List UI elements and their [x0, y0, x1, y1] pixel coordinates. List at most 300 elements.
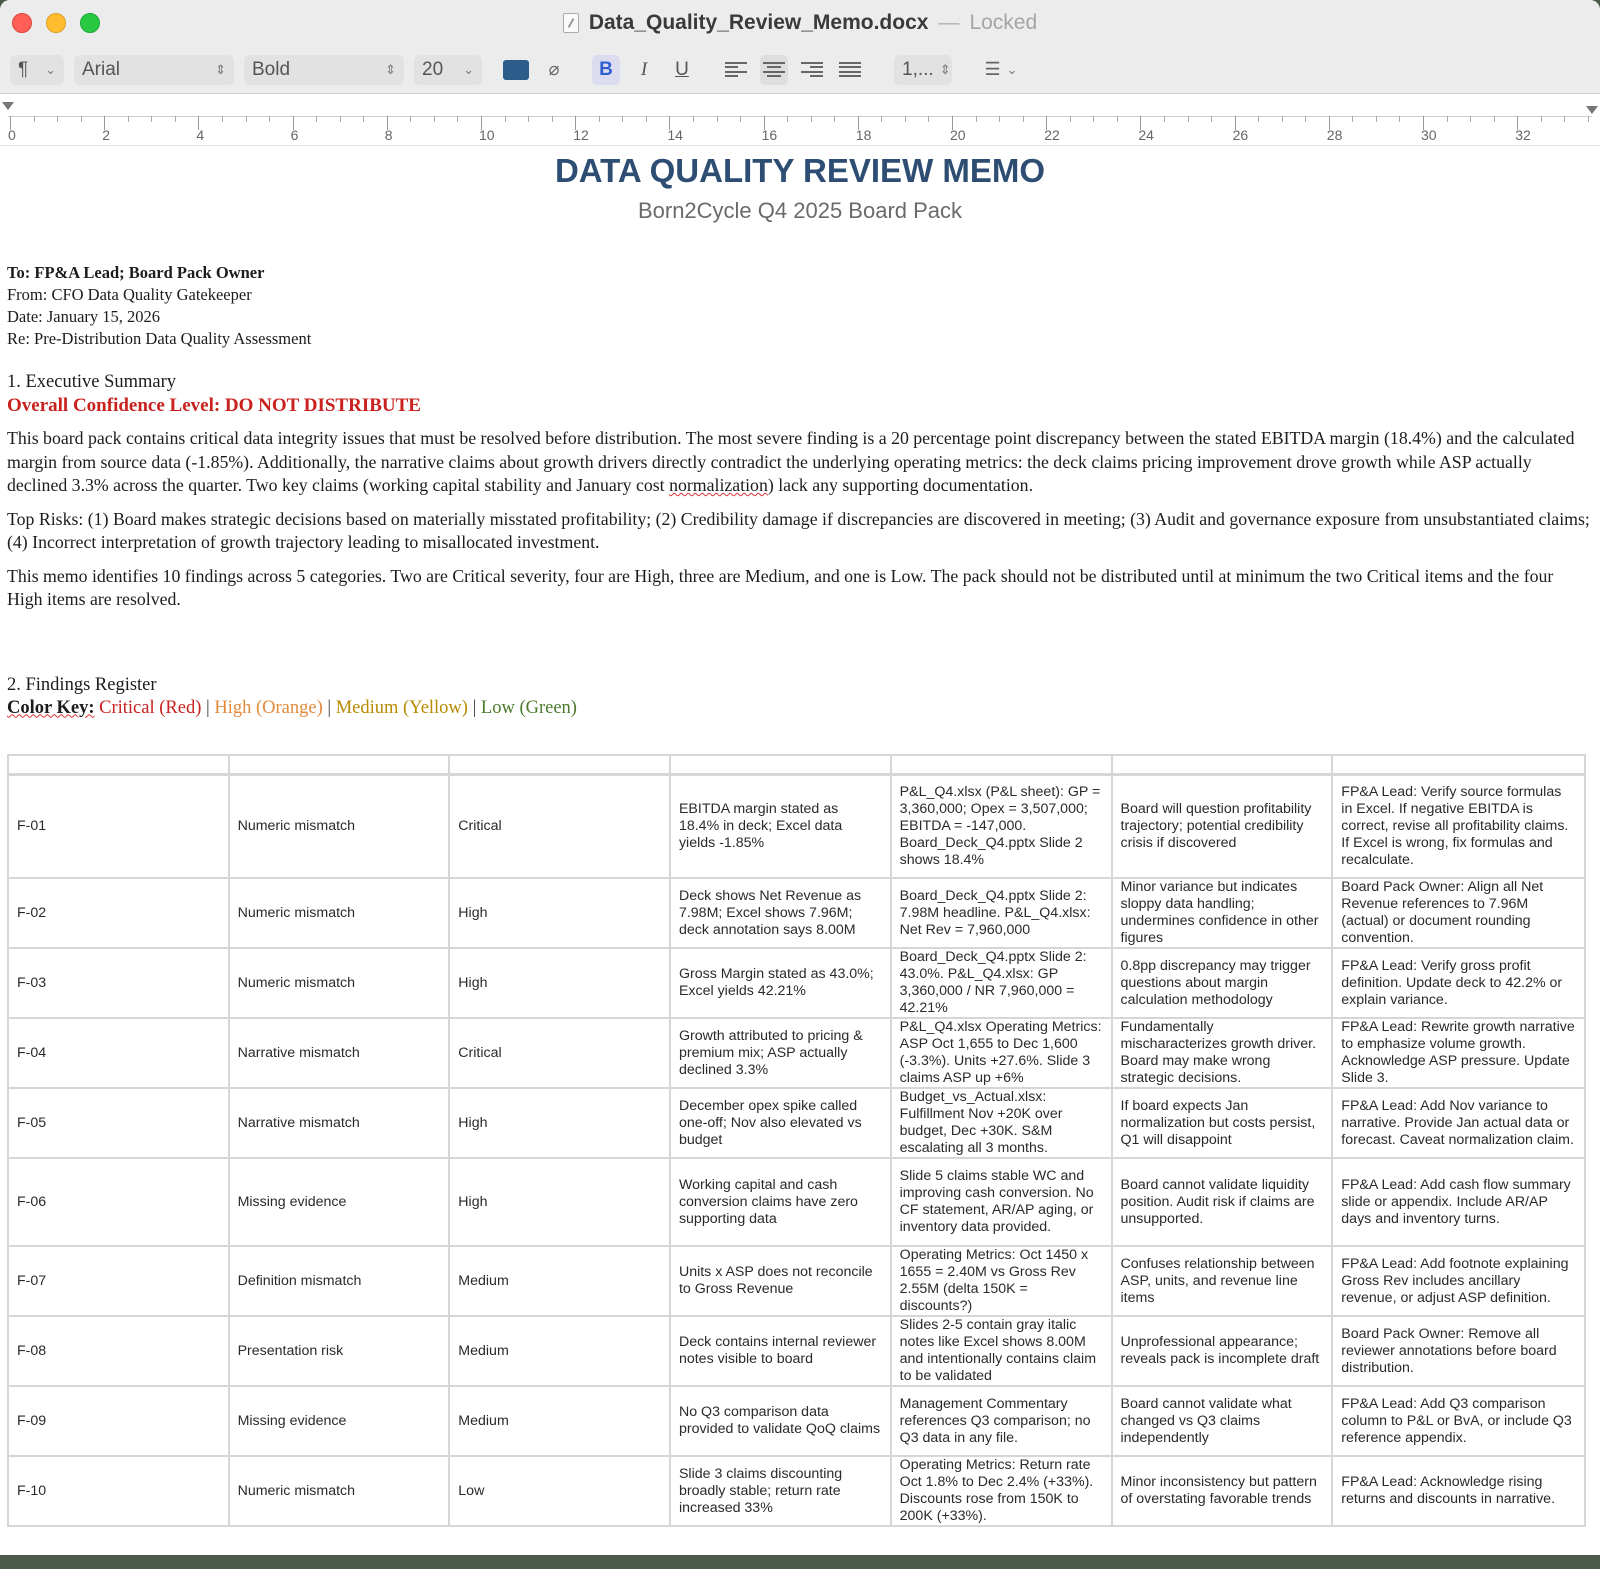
- cell-text: Deck contains internal reviewer notes visible to board: [678, 1334, 877, 1367]
- cell-text: Growth attributed to pricing & premium mix; ASP actually declined 3.3%: [678, 1027, 863, 1078]
- evidence-cell[interactable]: [891, 948, 1112, 1018]
- cell-text: F-07: [17, 1272, 47, 1289]
- ruler-minor-tick: [340, 116, 341, 122]
- cell-text: EBITDA margin stated as 18.4% in deck; Excel data yields -1.85%: [678, 800, 843, 851]
- close-button[interactable]: [12, 13, 32, 33]
- cell-text: F-04: [17, 1044, 47, 1061]
- window-controls: [12, 13, 100, 33]
- memo-title[interactable]: DATA QUALITY REVIEW MEMO: [554, 152, 1046, 189]
- finding-id-cell[interactable]: [8, 1018, 229, 1088]
- category-cell[interactable]: [229, 1316, 450, 1386]
- title-separator: —: [938, 11, 960, 34]
- stepper-icon: ⇕: [385, 61, 396, 77]
- impact-cell[interactable]: [1112, 1386, 1333, 1456]
- impact-cell[interactable]: [1112, 1018, 1333, 1088]
- minimize-button[interactable]: [46, 13, 66, 33]
- finding-id-cell[interactable]: [8, 1158, 229, 1246]
- ruler-number: 4: [196, 127, 205, 143]
- finding-id-cell[interactable]: [8, 1246, 229, 1316]
- cell-text: FP&A Lead: Verify source formulas in Excel. If negative EBITDA is correct, revise all profitability claims. If Excel is wrong, fix formulas and recalculate.: [1341, 783, 1569, 868]
- findings-register-heading[interactable]: 2. Findings Register: [7, 674, 157, 695]
- ruler-number: 26: [1232, 127, 1249, 143]
- table-header-cell[interactable]: [229, 755, 450, 774]
- category-cell[interactable]: [229, 1456, 450, 1526]
- ruler-minor-tick: [410, 116, 411, 122]
- cell-text: FP&A Lead: Verify gross profit definition. Update deck to 42.2% or explain variance.: [1341, 957, 1563, 1008]
- action-cell[interactable]: [1332, 774, 1585, 878]
- paragraph-style-select[interactable]: [10, 55, 64, 85]
- table-header-cell[interactable]: [891, 755, 1112, 774]
- cell-text: High: [458, 904, 488, 921]
- cell-text: Narrative mismatch: [237, 1114, 360, 1131]
- cell-text: Board Pack Owner: Remove all reviewer annotations before board distribution.: [1341, 1325, 1557, 1376]
- cell-text: Board will question profitability trajectory; potential credibility crisis if discovered: [1120, 800, 1312, 851]
- stepper-icon: ⇕: [215, 61, 226, 77]
- severity-cell[interactable]: [449, 1246, 670, 1316]
- ruler-minor-tick: [599, 116, 600, 122]
- cell-text: Slide 5 claims stable WC and improving cash conversion. No CF statement, AR/AP aging, or inventory data provided.: [899, 1168, 1094, 1235]
- cell-text: Board_Deck_Q4.pptx Slide 2: 43.0%. P&L_Q4.xlsx: GP 3,360,000 / NR 7,960,000 = 42.21%: [899, 949, 1087, 1016]
- impact-cell[interactable]: [1112, 878, 1333, 948]
- ruler-minor-tick: [1305, 116, 1306, 122]
- action-cell[interactable]: [1332, 878, 1585, 948]
- impact-cell[interactable]: [1112, 1088, 1333, 1158]
- ruler-minor-tick: [34, 116, 35, 122]
- category-cell[interactable]: [229, 1018, 450, 1088]
- cell-text: FP&A Lead: Acknowledge rising returns and discounts in narrative.: [1341, 1474, 1556, 1507]
- desktop-background: [0, 1555, 1600, 1569]
- color-key-label: Color Key:: [7, 697, 95, 718]
- align-right-icon: [801, 62, 823, 78]
- ruler-minor-tick: [1541, 116, 1542, 122]
- ruler-minor-tick: [246, 116, 247, 122]
- table-header-cell[interactable]: [670, 755, 891, 774]
- pilcrow-icon: ¶: [18, 58, 29, 80]
- evidence-cell[interactable]: [891, 878, 1112, 948]
- key-separator: |: [206, 697, 210, 718]
- ruler-minor-tick: [269, 116, 270, 122]
- severity-cell[interactable]: [449, 1088, 670, 1158]
- table-header-cell[interactable]: [1332, 755, 1585, 774]
- impact-cell[interactable]: [1112, 774, 1333, 878]
- action-cell[interactable]: [1332, 1088, 1585, 1158]
- cell-text: If board expects Jan normalization but costs persist, Q1 will disappoint: [1120, 1097, 1316, 1148]
- memo-from[interactable]: From: CFO Data Quality Gatekeeper: [7, 285, 252, 304]
- right-indent-marker[interactable]: [1586, 106, 1598, 114]
- category-cell[interactable]: [229, 1158, 450, 1246]
- ruler-minor-tick: [1470, 116, 1471, 122]
- impact-cell[interactable]: [1112, 1246, 1333, 1316]
- finding-id-cell[interactable]: [8, 1316, 229, 1386]
- ruler-minor-tick: [834, 116, 835, 122]
- text-color-swatch: [503, 60, 529, 80]
- cell-text: Budget_vs_Actual.xlsx: Fulfillment Nov +20K over budget, Dec +30K. S&M escalating all 3 months.: [899, 1089, 1063, 1156]
- cell-text: Operating Metrics: Oct 1450 x 1655 = 2.40M vs Gross Rev 2.55M (delta 150K = discounts?): [899, 1247, 1089, 1314]
- ruler-number: 22: [1044, 127, 1060, 143]
- cell-text: Medium: [458, 1342, 509, 1359]
- ruler-minor-tick: [222, 116, 223, 122]
- impact-cell[interactable]: [1112, 1316, 1333, 1386]
- issue-cell[interactable]: [670, 1316, 891, 1386]
- table-header-row: [8, 755, 1585, 774]
- cell-text: High: [458, 974, 488, 991]
- font-weight-value: Bold: [252, 58, 291, 80]
- summary-text-a: This board pack contains critical data integrity issues that must be resolved before distribution. The most severe finding is a 20 percentage point discrepancy between the stated EBITDA margin (18.4%) and the calculated margin from source data (-1.85%). Additionally, the narrative claims about growth drivers directly contradict the underlying operating metrics: the deck claims pricing improvement drove growth while ASP actually declined 3.3% across the quarter. Two key claims (working capital stability and January cost: [7, 428, 1575, 495]
- cell-text: Minor variance but indicates sloppy data handling; undermines confidence in other figures: [1120, 879, 1319, 946]
- cell-text: FP&A Lead: Add Q3 comparison column to P&L or BvA, or include Q3 reference appendix.: [1341, 1395, 1572, 1446]
- line-spacing-value: 1,...: [902, 58, 934, 80]
- category-cell[interactable]: [229, 1386, 450, 1456]
- align-left-button[interactable]: [722, 55, 750, 85]
- filename[interactable]: Data_Quality_Review_Memo.docx: [588, 11, 929, 34]
- impact-cell[interactable]: [1112, 1158, 1333, 1246]
- no-highlight-icon: ⌀: [548, 59, 560, 79]
- cell-text: Board cannot validate what changed vs Q3 claims independently: [1120, 1395, 1292, 1446]
- issue-cell[interactable]: [670, 774, 891, 878]
- cell-text: F-10: [17, 1482, 47, 1499]
- cell-text: F-08: [17, 1342, 47, 1359]
- ruler-minor-tick: [1564, 116, 1565, 122]
- ruler-number: 18: [855, 127, 872, 143]
- issue-cell[interactable]: [670, 1018, 891, 1088]
- ruler-minor-tick: [1399, 116, 1400, 122]
- issue-cell[interactable]: [670, 1456, 891, 1526]
- key-high: High (Orange): [214, 697, 323, 718]
- cell-text: Numeric mismatch: [237, 904, 356, 921]
- memo-to[interactable]: To: FP&A Lead; Board Pack Owner: [7, 263, 265, 282]
- justify-icon: [839, 62, 861, 78]
- cell-text: December opex spike called one-off; Nov also elevated vs budget: [678, 1097, 862, 1148]
- ruler-minor-tick: [81, 116, 82, 122]
- ruler-minor-tick: [787, 116, 788, 122]
- ruler-number: 20: [950, 127, 966, 143]
- evidence-cell[interactable]: [891, 774, 1112, 878]
- cell-text: Slides 2-5 contain gray italic notes like Excel shows 8.00M and intentionally contains claim to be validated: [899, 1317, 1097, 1384]
- justify-button[interactable]: [836, 55, 864, 85]
- cell-text: Missing evidence: [237, 1412, 347, 1429]
- cell-text: Gross Margin stated as 43.0%; Excel yields 42.21%: [678, 966, 874, 999]
- ruler-minor-tick: [1352, 116, 1353, 122]
- top-risks-paragraph[interactable]: Top Risks: (1) Board makes strategic decisions based on materially misstated profitability; (2) Credibility damage if discrepancies are discovered in meeting; (3) Audit and governance exposure from unsubstantiated claims; (4) Incorrect interpretation of growth trajectory leading to misallocated investment.: [7, 508, 1590, 552]
- ruler-minor-tick: [976, 116, 977, 122]
- key-separator: |: [472, 697, 477, 718]
- cell-text: Minor inconsistency but pattern of overstating favorable trends: [1120, 1474, 1317, 1507]
- memo-re[interactable]: Re: Pre-Distribution Data Quality Assessment: [7, 329, 312, 348]
- font-family-value: Arial: [82, 58, 121, 80]
- finding-id-cell[interactable]: [8, 948, 229, 1018]
- cell-text: High: [458, 1114, 488, 1131]
- bulleted-list-icon: ☰: [984, 59, 1001, 79]
- ruler-minor-tick: [881, 116, 882, 122]
- cell-text: Units x ASP does not reconcile to Gross Revenue: [678, 1264, 873, 1297]
- table-row: [8, 1456, 1585, 1526]
- action-cell[interactable]: [1332, 1246, 1585, 1316]
- document-icon: [563, 13, 579, 33]
- cell-text: Medium: [458, 1272, 509, 1289]
- ruler-minor-tick: [1070, 116, 1071, 122]
- issue-cell[interactable]: [670, 1386, 891, 1456]
- chevron-down-icon: ⌄: [45, 61, 56, 77]
- table-row: [8, 774, 1585, 878]
- cell-text: Board cannot validate liquidity position. Audit risk if claims are unsupported.: [1120, 1176, 1315, 1227]
- ruler-number: 14: [667, 127, 683, 143]
- cell-text: F-05: [17, 1114, 47, 1131]
- cell-text: Fundamentally mischaracterizes growth driver. Board may make wrong strategic decisions.: [1120, 1019, 1317, 1086]
- table-row: [8, 1158, 1585, 1246]
- table-row: [8, 948, 1585, 1018]
- severity-cell[interactable]: [449, 878, 670, 948]
- memo-header: [7, 262, 1593, 350]
- window-title: [563, 11, 1037, 35]
- ruler-number: 24: [1138, 127, 1154, 143]
- severity-cell[interactable]: [449, 774, 670, 878]
- ruler-number: 30: [1421, 127, 1437, 143]
- locked-status[interactable]: Locked: [969, 11, 1038, 34]
- cell-text: Confuses relationship between ASP, units, and revenue line items: [1120, 1255, 1315, 1306]
- ruler-minor-tick: [1164, 116, 1165, 122]
- cell-text: Numeric mismatch: [237, 1482, 356, 1499]
- document-page[interactable]: [0, 146, 1600, 1524]
- ruler-minor-tick: [363, 116, 364, 122]
- evidence-cell[interactable]: [891, 1088, 1112, 1158]
- ruler-number: 10: [479, 127, 495, 143]
- cell-text: Medium: [458, 1412, 509, 1429]
- ruler-minor-tick: [928, 116, 929, 122]
- finding-id-cell[interactable]: [8, 1456, 229, 1526]
- format-toolbar: [0, 46, 1600, 94]
- action-cell[interactable]: [1332, 1316, 1585, 1386]
- evidence-cell[interactable]: [891, 1246, 1112, 1316]
- ruler-minor-tick: [740, 116, 741, 122]
- evidence-cell[interactable]: [891, 1018, 1112, 1088]
- ruler-minor-tick: [505, 116, 506, 122]
- cell-text: Presentation risk: [237, 1342, 344, 1359]
- finding-id-cell[interactable]: [8, 1088, 229, 1158]
- cell-text: Working capital and cash conversion claims have zero supporting data: [678, 1176, 858, 1227]
- confidence-level[interactable]: Overall Confidence Level: DO NOT DISTRIBUTE: [7, 395, 421, 416]
- severity-cell[interactable]: [449, 1316, 670, 1386]
- left-indent-marker[interactable]: [2, 102, 14, 110]
- summary-text-b: ) lack any supporting documentation.: [767, 475, 1034, 495]
- severity-cell[interactable]: [449, 1386, 670, 1456]
- cell-text: F-06: [17, 1193, 47, 1210]
- stepper-icon: ⇕: [939, 61, 951, 77]
- table-header-cell[interactable]: [449, 755, 670, 774]
- cell-text: P&L_Q4.xlsx (P&L sheet): GP = 3,360,000; Opex = 3,507,000; EBITDA = -147,000. Board_Deck_Q4.pptx Slide 2 shows 18.4%: [899, 783, 1101, 868]
- cell-text: Numeric mismatch: [237, 817, 356, 834]
- ruler-minor-tick: [999, 116, 1000, 122]
- ruler-minor-tick: [1282, 116, 1283, 122]
- ruler-minor-tick: [1211, 116, 1212, 122]
- ruler-number: 12: [573, 127, 589, 143]
- ruler[interactable]: [0, 94, 1600, 146]
- table-header-cell[interactable]: [1112, 755, 1333, 774]
- cell-text: Definition mismatch: [237, 1272, 362, 1289]
- cell-text: Missing evidence: [237, 1193, 347, 1210]
- action-cell[interactable]: [1332, 948, 1585, 1018]
- ruler-minor-tick: [528, 116, 529, 122]
- cell-text: Slide 3 claims discounting broadly stable; return rate increased 33%: [678, 1465, 843, 1516]
- chevron-down-icon: ⌄: [1006, 61, 1018, 77]
- cell-text: FP&A Lead: Add cash flow summary slide or appendix. Include AR/AP days and inventory turns.: [1341, 1176, 1571, 1227]
- spellcheck-word[interactable]: normalization: [669, 475, 768, 495]
- issue-cell[interactable]: [670, 948, 891, 1018]
- ruler-minor-tick: [1258, 116, 1259, 122]
- title-bar: [0, 0, 1600, 46]
- table-row: [8, 1018, 1585, 1088]
- font-family-select[interactable]: [74, 55, 234, 85]
- list-style-button[interactable]: [976, 55, 1026, 85]
- memo-subtitle[interactable]: Born2Cycle Q4 2025 Board Pack: [637, 198, 963, 223]
- key-separator: |: [327, 697, 332, 718]
- cell-text: High: [458, 1193, 488, 1210]
- executive-summary-heading[interactable]: 1. Executive Summary: [7, 372, 177, 392]
- ruler-minor-tick: [717, 116, 718, 122]
- table-header-cell[interactable]: [8, 755, 229, 774]
- ruler-minor-tick: [646, 116, 647, 122]
- category-cell[interactable]: [229, 1246, 450, 1316]
- table-row: [8, 1386, 1585, 1456]
- ruler-minor-tick: [693, 116, 694, 122]
- ruler-minor-tick: [905, 116, 906, 122]
- cell-text: FP&A Lead: Rewrite growth narrative to emphasize volume growth. Acknowledge ASP pressure. Update Slide 3.: [1341, 1019, 1575, 1086]
- cell-text: P&L_Q4.xlsx Operating Metrics: ASP Oct 1,655 to Dec 1,600 (-3.3%). Units +27.6%. Slide 3 claims ASP up +6%: [899, 1019, 1102, 1086]
- cell-text: FP&A Lead: Add footnote explaining Gross Rev includes ancillary revenue, or adjust ASP definition.: [1341, 1255, 1569, 1306]
- cell-text: Deck shows Net Revenue as 7.98M; Excel shows 7.96M; deck annotation says 8.00M: [678, 887, 862, 938]
- ruler-minor-tick: [1188, 116, 1189, 122]
- summary-paragraph[interactable]: [7, 427, 1593, 498]
- cell-text: Board_Deck_Q4.pptx Slide 2: 7.98M headline. P&L_Q4.xlsx: Net Rev = 7,960,000: [899, 887, 1091, 938]
- cell-text: Management Commentary references Q3 comparison; no Q3 data in any file.: [899, 1395, 1091, 1446]
- ruler-minor-tick: [151, 116, 152, 122]
- ruler-minor-tick: [1117, 116, 1118, 122]
- cell-text: Numeric mismatch: [237, 974, 356, 991]
- underline-button[interactable]: U: [675, 58, 689, 80]
- table-row: [8, 878, 1585, 948]
- ruler-number: 32: [1515, 127, 1531, 143]
- evidence-cell[interactable]: [891, 1456, 1112, 1526]
- finding-id-cell[interactable]: [8, 1386, 229, 1456]
- cell-text: F-09: [17, 1412, 47, 1429]
- severity-cell[interactable]: [449, 1018, 670, 1088]
- cell-text: 0.8pp discrepancy may trigger questions about margin calculation methodology: [1120, 957, 1311, 1008]
- action-cell[interactable]: [1332, 1386, 1585, 1456]
- line-spacing-select[interactable]: [894, 55, 952, 85]
- highlight-clear-button[interactable]: [540, 55, 568, 85]
- cell-text: Critical: [458, 1044, 502, 1061]
- issue-cell[interactable]: [670, 1088, 891, 1158]
- category-cell[interactable]: [229, 878, 450, 948]
- bold-button[interactable]: B: [592, 55, 620, 85]
- action-cell[interactable]: [1332, 1158, 1585, 1246]
- cell-text: Critical: [458, 817, 502, 834]
- category-cell[interactable]: [229, 948, 450, 1018]
- align-right-button[interactable]: [798, 55, 826, 85]
- issue-cell[interactable]: [670, 1246, 891, 1316]
- action-cell[interactable]: [1332, 1456, 1585, 1526]
- evidence-cell[interactable]: [891, 1158, 1112, 1246]
- findings-table[interactable]: [7, 754, 1586, 1527]
- italic-button[interactable]: I: [640, 58, 648, 80]
- ruler-number: 28: [1326, 127, 1343, 143]
- ruler-minor-tick: [1023, 116, 1024, 122]
- category-cell[interactable]: [229, 774, 450, 878]
- cell-text: FP&A Lead: Add Nov variance to narrative. Provide Jan actual data or forecast. Caveat normalization claim.: [1341, 1097, 1574, 1148]
- key-critical: Critical (Red): [99, 697, 202, 718]
- ruler-minor-tick: [128, 116, 129, 122]
- impact-cell[interactable]: [1112, 1456, 1333, 1526]
- text-color-button[interactable]: [502, 55, 530, 85]
- cell-text: No Q3 comparison data provided to validate QoQ claims: [678, 1404, 881, 1437]
- finding-id-cell[interactable]: [8, 774, 229, 878]
- cell-text: Unprofessional appearance; reveals pack is incomplete draft: [1120, 1334, 1320, 1367]
- cell-text: F-03: [17, 974, 47, 991]
- ruler-number: 0: [8, 127, 16, 143]
- action-cell[interactable]: [1332, 1018, 1585, 1088]
- align-center-button[interactable]: [760, 55, 788, 85]
- ruler-minor-tick: [57, 116, 58, 122]
- chevron-down-icon: ⌄: [463, 61, 474, 77]
- cell-text: Board Pack Owner: Align all Net Revenue references to 7.96M (actual) or document rounding convention.: [1341, 879, 1544, 946]
- color-key[interactable]: [7, 698, 1593, 719]
- ruler-minor-tick: [552, 116, 553, 122]
- table-row: [8, 1316, 1585, 1386]
- issue-cell[interactable]: [670, 1158, 891, 1246]
- ruler-minor-tick: [1447, 116, 1448, 122]
- font-weight-select[interactable]: [244, 55, 404, 85]
- ruler-number: 16: [761, 127, 778, 143]
- evidence-cell[interactable]: [891, 1386, 1112, 1456]
- ruler-minor-tick: [1093, 116, 1094, 122]
- ruler-minor-tick: [1588, 116, 1589, 122]
- ruler-minor-tick: [316, 116, 317, 122]
- cell-text: F-02: [17, 904, 47, 921]
- align-left-icon: [725, 62, 747, 78]
- ruler-number: 6: [290, 127, 299, 143]
- key-medium: Medium (Yellow): [335, 697, 468, 718]
- table-row: [8, 1088, 1585, 1158]
- category-cell[interactable]: [229, 1088, 450, 1158]
- table-row: [8, 1246, 1585, 1316]
- ruler-minor-tick: [434, 116, 435, 122]
- impact-cell[interactable]: [1112, 948, 1333, 1018]
- align-center-icon: [763, 62, 785, 78]
- font-size-select[interactable]: [414, 55, 482, 85]
- memo-date[interactable]: Date: January 15, 2026: [7, 307, 161, 326]
- severity-cell[interactable]: [449, 1456, 670, 1526]
- evidence-cell[interactable]: [891, 1316, 1112, 1386]
- zoom-button[interactable]: [80, 13, 100, 33]
- key-low: Low (Green): [480, 697, 577, 718]
- severity-cell[interactable]: [449, 948, 670, 1018]
- ruler-minor-tick: [175, 116, 176, 122]
- ruler-number: 8: [384, 127, 393, 143]
- ruler-minor-tick: [457, 116, 458, 122]
- issue-cell[interactable]: [670, 878, 891, 948]
- cell-text: Operating Metrics: Return rate Oct 1.8% to Dec 2.4% (+33%). Discounts rose from 150K to 200K (+33%).: [899, 1457, 1094, 1524]
- ruler-minor-tick: [811, 116, 812, 122]
- cell-text: Low: [458, 1482, 485, 1499]
- ruler-minor-tick: [1376, 116, 1377, 122]
- cell-text: Narrative mismatch: [237, 1044, 360, 1061]
- cell-text: F-01: [17, 817, 47, 834]
- ruler-minor-tick: [1494, 116, 1495, 122]
- finding-id-cell[interactable]: [8, 878, 229, 948]
- severity-cell[interactable]: [449, 1158, 670, 1246]
- ruler-minor-tick: [622, 116, 623, 122]
- findings-count-paragraph[interactable]: This memo identifies 10 findings across 5 categories. Two are Critical severity, four are High, three are Medium, and one is Low. The pack should not be distributed until at minimum the two Critical items and the four High items are resolved.: [7, 565, 1554, 609]
- font-size-value: 20: [422, 58, 444, 80]
